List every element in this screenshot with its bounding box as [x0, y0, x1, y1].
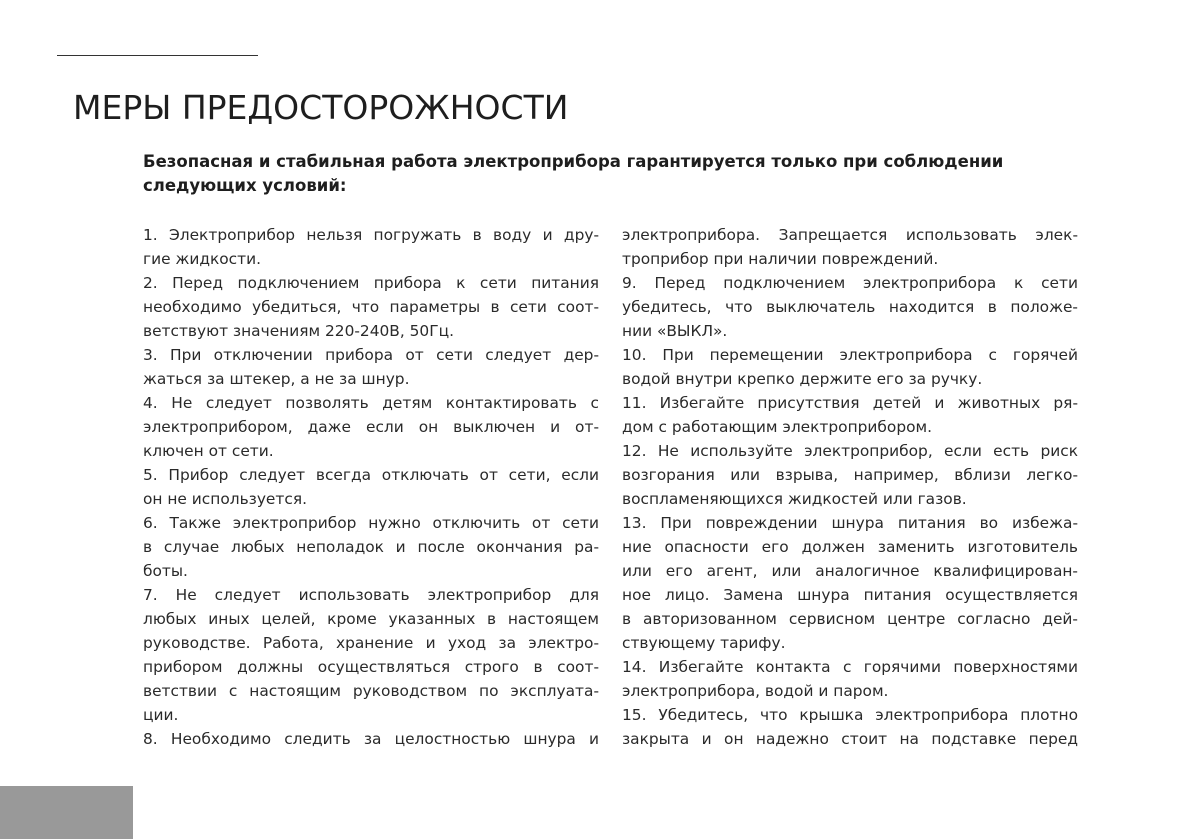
- text-line: 13. При повреждении шнура питания во избежа-: [622, 514, 1078, 532]
- text-line: ное лицо. Замена шнура питания осуществляется: [622, 586, 1078, 604]
- text-line: в авторизованном сервисном центре согласно дей-: [622, 610, 1078, 628]
- text-line: 1. Электроприбор нельзя погружать в воду и дру-: [143, 226, 599, 244]
- text-line: жаться за штекер, а не за шнур.: [143, 370, 410, 388]
- text-line: 3. При отключении прибора от сети следует дер-: [143, 346, 599, 364]
- text-line: электроприбора. Запрещается использовать элек-: [622, 226, 1078, 244]
- intro-text: [143, 150, 1083, 198]
- text-line: 7. Не следует использовать электроприбор для: [143, 586, 599, 604]
- text-line: электроприбором, даже если он выключен и от-: [143, 418, 599, 436]
- text-line: ветствии с настоящим руководством по эксплуата-: [143, 682, 599, 700]
- text-line: в случае любых неполадок и после окончания ра-: [143, 538, 599, 556]
- text-line: гие жидкости.: [143, 250, 261, 268]
- text-line: 8. Необходимо следить за целостностью шнура и: [143, 730, 599, 748]
- text-line: воспламеняющихся жидкостей или газов.: [622, 490, 967, 508]
- header-rule: [57, 55, 258, 56]
- text-line: ние опасности его должен заменить изготовитель: [622, 538, 1078, 556]
- text-line: 15. Убедитесь, что крышка электроприбора плотно: [622, 706, 1078, 724]
- text-line: прибором должны осуществляться строго в соот-: [143, 658, 599, 676]
- text-line: возгорания или взрыва, например, вблизи легко-: [622, 466, 1078, 484]
- text-line: нии «ВЫКЛ».: [622, 322, 728, 340]
- text-line: 4. Не следует позволять детям контактировать с: [143, 394, 599, 412]
- text-line: водой внутри крепко держите его за ручку.: [622, 370, 983, 388]
- text-line: 11. Избегайте присутствия детей и животных ря-: [622, 394, 1078, 412]
- text-line: руководстве. Работа, хранение и уход за электро-: [143, 634, 599, 652]
- text-line: убедитесь, что выключатель находится в положе-: [622, 298, 1078, 316]
- text-line: 14. Избегайте контакта с горячими поверхностями: [622, 658, 1078, 676]
- intro-line: следующих условий:: [143, 176, 347, 195]
- page-title: МЕРЫ ПРЕДОСТОРОЖНОСТИ: [73, 88, 569, 127]
- text-line: 2. Перед подключением прибора к сети питания: [143, 274, 599, 292]
- text-line: любых иных целей, кроме указанных в настоящем: [143, 610, 599, 628]
- text-line: троприбор при наличии повреждений.: [622, 250, 939, 268]
- right-column: [622, 223, 1078, 751]
- text-line: 10. При перемещении электроприбора с горячей: [622, 346, 1078, 364]
- text-line: дом с работающим электроприбором.: [622, 418, 933, 436]
- text-line: ветствуют значениям 220-240В, 50Гц.: [143, 322, 454, 340]
- text-line: он не используется.: [143, 490, 307, 508]
- text-line: боты.: [143, 562, 188, 580]
- text-line: 6. Также электроприбор нужно отключить от сети: [143, 514, 599, 532]
- text-line: 9. Перед подключением электроприбора к сети: [622, 274, 1078, 292]
- text-line: электроприбора, водой и паром.: [622, 682, 889, 700]
- text-line: ции.: [143, 706, 179, 724]
- text-line: закрыта и он надежно стоит на подставке перед: [622, 730, 1078, 748]
- text-line: или его агент, или аналогичное квалифицирован-: [622, 562, 1078, 580]
- text-line: ключен от сети.: [143, 442, 274, 460]
- text-line: 12. Не используйте электроприбор, если есть риск: [622, 442, 1078, 460]
- text-line: 5. Прибор следует всегда отключать от сети, если: [143, 466, 599, 484]
- left-column: [143, 223, 599, 751]
- text-line: ствующему тарифу.: [622, 634, 786, 652]
- text-line: необходимо убедиться, что параметры в сети соот-: [143, 298, 599, 316]
- page-corner-block: [0, 786, 133, 839]
- intro-line: Безопасная и стабильная работа электроприбора гарантируется только при соблюдении: [143, 152, 1004, 171]
